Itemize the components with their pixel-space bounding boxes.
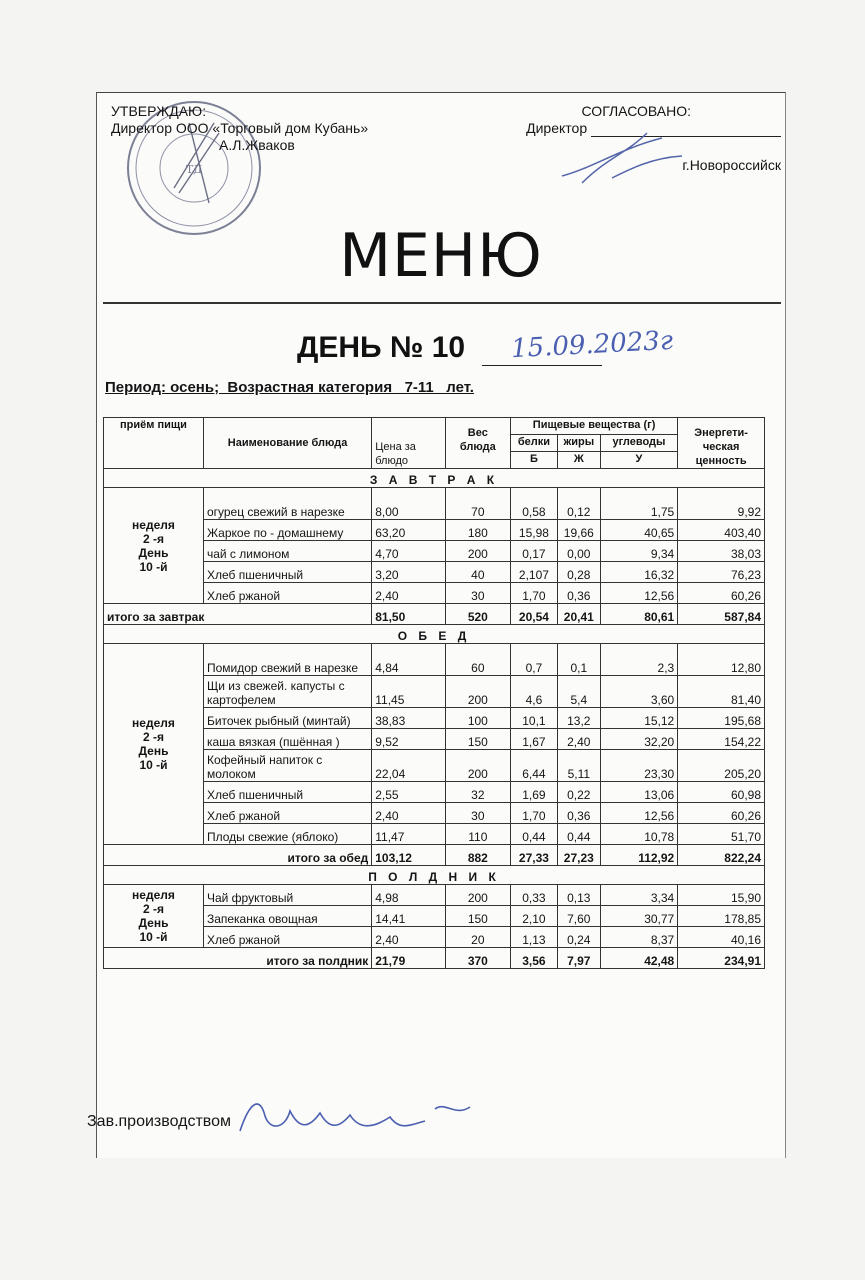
meal-period-label: 2 -я (142, 531, 164, 546)
section-title: О Б Е Д (104, 625, 765, 644)
meal-period-label: 2 -я (142, 902, 164, 916)
total-carbs: 80,61 (600, 604, 678, 625)
menu-table (103, 417, 765, 969)
dish-price: 11,45 (372, 676, 445, 708)
table-row (104, 885, 765, 906)
agreed-title: СОГЛАСОВАНО: (581, 103, 691, 119)
dish-price: 2,40 (372, 927, 445, 948)
dish-price: 2,40 (372, 583, 445, 604)
dish-carbs: 40,65 (600, 520, 678, 541)
dish-weight: 200 (445, 676, 510, 708)
total-label: итого за полдник (104, 948, 372, 969)
dish-price: 3,20 (372, 562, 445, 583)
meal-period-label: неделя (132, 716, 175, 730)
dish-weight: 40 (445, 562, 510, 583)
total-price: 81,50 (372, 604, 445, 625)
header-p-short: Б (510, 452, 557, 469)
dish-name: Хлеб пшеничный (203, 782, 371, 803)
period-line: Период: осень; Возрастная категория 7-11 лет. (105, 379, 474, 396)
dish-weight: 200 (445, 885, 510, 906)
dish-fat: 0,24 (557, 927, 600, 948)
dish-fat: 19,66 (557, 520, 600, 541)
dish-energy: 76,23 (678, 562, 765, 583)
dish-fat: 13,2 (557, 708, 600, 729)
snack-total-row (104, 948, 765, 969)
dish-name: Запеканка овощная (203, 906, 371, 927)
dish-protein: 1,67 (510, 729, 557, 750)
dish-carbs: 9,34 (600, 541, 678, 562)
dish-name: огурец свежий в нарезке (203, 488, 371, 520)
table-row (104, 729, 765, 750)
dish-energy: 205,20 (678, 750, 765, 782)
dish-fat: 5,11 (557, 750, 600, 782)
meal-period-label: 2 -я (142, 730, 164, 744)
meal-period-label: 10 -й (139, 930, 168, 944)
dish-protein: 0,44 (510, 824, 557, 845)
header-price: Цена за блюдо (372, 418, 445, 469)
header-c-short: У (600, 452, 678, 469)
dish-weight: 200 (445, 750, 510, 782)
dish-price: 4,70 (372, 541, 445, 562)
dish-energy: 51,70 (678, 824, 765, 845)
dish-price: 11,47 (372, 824, 445, 845)
dish-price: 63,20 (372, 520, 445, 541)
dish-weight: 60 (445, 644, 510, 676)
dish-energy: 81,40 (678, 676, 765, 708)
dish-carbs: 32,20 (600, 729, 678, 750)
dish-carbs: 12,56 (600, 803, 678, 824)
dish-energy: 12,80 (678, 644, 765, 676)
header-fat: жиры (557, 435, 600, 452)
section-title: З А В Т Р А К (104, 469, 765, 488)
dish-weight: 32 (445, 782, 510, 803)
dish-carbs: 30,77 (600, 906, 678, 927)
dish-price: 2,40 (372, 803, 445, 824)
total-carbs: 112,92 (600, 845, 678, 866)
dish-weight: 30 (445, 803, 510, 824)
dish-price: 4,84 (372, 644, 445, 676)
dish-carbs: 13,06 (600, 782, 678, 803)
table-row (104, 824, 765, 845)
dish-weight: 150 (445, 729, 510, 750)
dish-weight: 180 (445, 520, 510, 541)
dish-protein: 0,33 (510, 885, 557, 906)
approve-position: Директор ООО «Торговый дом Кубань» (111, 120, 369, 136)
header-energy: Энергети-ческая ценность (678, 418, 765, 469)
dish-protein: 15,98 (510, 520, 557, 541)
meal-period-label: неделя (132, 517, 175, 532)
page-title: МЕНЮ (339, 221, 543, 291)
menu-table-body (104, 469, 765, 969)
meal-period-label: День (138, 545, 169, 560)
total-energy: 234,91 (678, 948, 765, 969)
dish-energy: 60,26 (678, 803, 765, 824)
meal-period-label: День (138, 744, 169, 758)
approve-title: УТВЕРЖДАЮ: (111, 103, 207, 119)
dish-price: 38,83 (372, 708, 445, 729)
total-carbs: 42,48 (600, 948, 678, 969)
agreed-position: Директор (526, 120, 588, 136)
dish-energy: 178,85 (678, 906, 765, 927)
dish-fat: 0,22 (557, 782, 600, 803)
date-underline (482, 365, 602, 366)
total-label: итого за обед (104, 845, 372, 866)
dish-price: 14,41 (372, 906, 445, 927)
lunch-total-row (104, 845, 765, 866)
breakfast-section-header (104, 469, 765, 488)
total-fat: 27,23 (557, 845, 600, 866)
table-row (104, 488, 765, 520)
director-signature (552, 128, 692, 188)
dish-energy: 38,03 (678, 541, 765, 562)
dish-fat: 0,36 (557, 803, 600, 824)
dish-protein: 2,107 (510, 562, 557, 583)
production-signature (230, 1091, 490, 1141)
dish-carbs: 3,60 (600, 676, 678, 708)
dish-carbs: 16,32 (600, 562, 678, 583)
table-row (104, 541, 765, 562)
dish-protein: 1,70 (510, 803, 557, 824)
dish-weight: 200 (445, 541, 510, 562)
section-title: П О Л Д Н И К (104, 866, 765, 885)
total-weight: 520 (445, 604, 510, 625)
dish-energy: 60,98 (678, 782, 765, 803)
total-fat: 20,41 (557, 604, 600, 625)
meal-period-cell (104, 885, 204, 948)
table-row (104, 708, 765, 729)
menu-document (87, 92, 786, 1158)
dish-carbs: 12,56 (600, 583, 678, 604)
dish-protein: 1,69 (510, 782, 557, 803)
dish-protein: 0,17 (510, 541, 557, 562)
dish-fat: 0,1 (557, 644, 600, 676)
table-row (104, 583, 765, 604)
dish-price: 8,00 (372, 488, 445, 520)
header-carbs: углеводы (600, 435, 678, 452)
dish-price: 22,04 (372, 750, 445, 782)
total-fat: 7,97 (557, 948, 600, 969)
dish-name: Щи из свежей. капусты с картофелем (203, 676, 371, 708)
header-protein: белки (510, 435, 557, 452)
dish-price: 2,55 (372, 782, 445, 803)
agreed-city: г.Новороссийск (682, 157, 781, 173)
dish-weight: 30 (445, 583, 510, 604)
dish-protein: 2,10 (510, 906, 557, 927)
handwritten-date: 15.09.2023г (510, 325, 674, 365)
table-row (104, 520, 765, 541)
dish-name: Чай фруктовый (203, 885, 371, 906)
total-protein: 27,33 (510, 845, 557, 866)
lunch-section-header (104, 625, 765, 644)
table-row (104, 750, 765, 782)
dish-energy: 60,26 (678, 583, 765, 604)
dish-protein: 6,44 (510, 750, 557, 782)
table-row (104, 644, 765, 676)
dish-protein: 0,7 (510, 644, 557, 676)
dish-carbs: 1,75 (600, 488, 678, 520)
total-weight: 370 (445, 948, 510, 969)
header-meal: приём пищи (104, 418, 204, 469)
approve-name: А.Л.Жваков (219, 137, 295, 153)
dish-protein: 0,58 (510, 488, 557, 520)
total-energy: 822,24 (678, 845, 765, 866)
table-row (104, 562, 765, 583)
table-row (104, 782, 765, 803)
dish-fat: 0,28 (557, 562, 600, 583)
total-protein: 20,54 (510, 604, 557, 625)
meal-period-label: 10 -й (139, 758, 168, 772)
dish-energy: 9,92 (678, 488, 765, 520)
table-row (104, 676, 765, 708)
dish-energy: 154,22 (678, 729, 765, 750)
dish-weight: 150 (445, 906, 510, 927)
dish-name: Кофейный напиток с молоком (203, 750, 371, 782)
dish-energy: 40,16 (678, 927, 765, 948)
dish-weight: 100 (445, 708, 510, 729)
header-f-short: Ж (557, 452, 600, 469)
divider (103, 302, 781, 304)
dish-protein: 1,70 (510, 583, 557, 604)
total-weight: 882 (445, 845, 510, 866)
dish-carbs: 8,37 (600, 927, 678, 948)
total-price: 21,79 (372, 948, 445, 969)
dish-name: чай с лимоном (203, 541, 371, 562)
production-manager-label: Зав.производством (87, 1113, 231, 1130)
dish-name: Хлеб ржаной (203, 927, 371, 948)
dish-fat: 0,44 (557, 824, 600, 845)
dish-name: Хлеб пшеничный (203, 562, 371, 583)
dish-carbs: 23,30 (600, 750, 678, 782)
dish-fat: 5,4 (557, 676, 600, 708)
total-energy: 587,84 (678, 604, 765, 625)
dish-carbs: 10,78 (600, 824, 678, 845)
header-weight: Вес блюда (445, 418, 510, 469)
dish-fat: 2,40 (557, 729, 600, 750)
dish-weight: 70 (445, 488, 510, 520)
dish-fat: 0,36 (557, 583, 600, 604)
dish-name: Биточек рыбный (минтай) (203, 708, 371, 729)
dish-weight: 110 (445, 824, 510, 845)
dish-fat: 0,00 (557, 541, 600, 562)
dish-weight: 20 (445, 927, 510, 948)
dish-carbs: 3,34 (600, 885, 678, 906)
dish-name: Хлеб ржаной (203, 583, 371, 604)
day-number: ДЕНЬ № 10 (297, 331, 466, 364)
dish-name: каша вязкая (пшённая ) (203, 729, 371, 750)
dish-energy: 15,90 (678, 885, 765, 906)
dish-protein: 10,1 (510, 708, 557, 729)
snack-section-header (104, 866, 765, 885)
dish-fat: 0,12 (557, 488, 600, 520)
dish-name: Хлеб ржаной (203, 803, 371, 824)
meal-period-cell (104, 644, 204, 845)
breakfast-total-row (104, 604, 765, 625)
dish-price: 9,52 (372, 729, 445, 750)
total-protein: 3,56 (510, 948, 557, 969)
approval-block (111, 103, 368, 154)
total-price: 103,12 (372, 845, 445, 866)
meal-period-label: 10 -й (139, 559, 168, 574)
dish-fat: 7,60 (557, 906, 600, 927)
dish-name: Плоды свежие (яблоко) (203, 824, 371, 845)
dish-energy: 403,40 (678, 520, 765, 541)
header-dish: Наименование блюда (203, 418, 371, 469)
dish-carbs: 2,3 (600, 644, 678, 676)
total-label: итого за завтрак (104, 604, 372, 625)
dish-price: 4,98 (372, 885, 445, 906)
svg-text:ТД: ТД (185, 163, 203, 176)
dish-fat: 0,13 (557, 885, 600, 906)
table-row (104, 803, 765, 824)
dish-energy: 195,68 (678, 708, 765, 729)
dish-protein: 1,13 (510, 927, 557, 948)
meal-period-cell (104, 488, 204, 604)
meal-period-label: неделя (132, 888, 175, 902)
meal-period-label: День (138, 916, 169, 930)
dish-name: Жаркое по - домашнему (203, 520, 371, 541)
dish-protein: 4,6 (510, 676, 557, 708)
dish-carbs: 15,12 (600, 708, 678, 729)
header-nutrients: Пищевые вещества (г) (510, 418, 677, 435)
table-row (104, 927, 765, 948)
table-row (104, 906, 765, 927)
dish-name: Помидор свежий в нарезке (203, 644, 371, 676)
